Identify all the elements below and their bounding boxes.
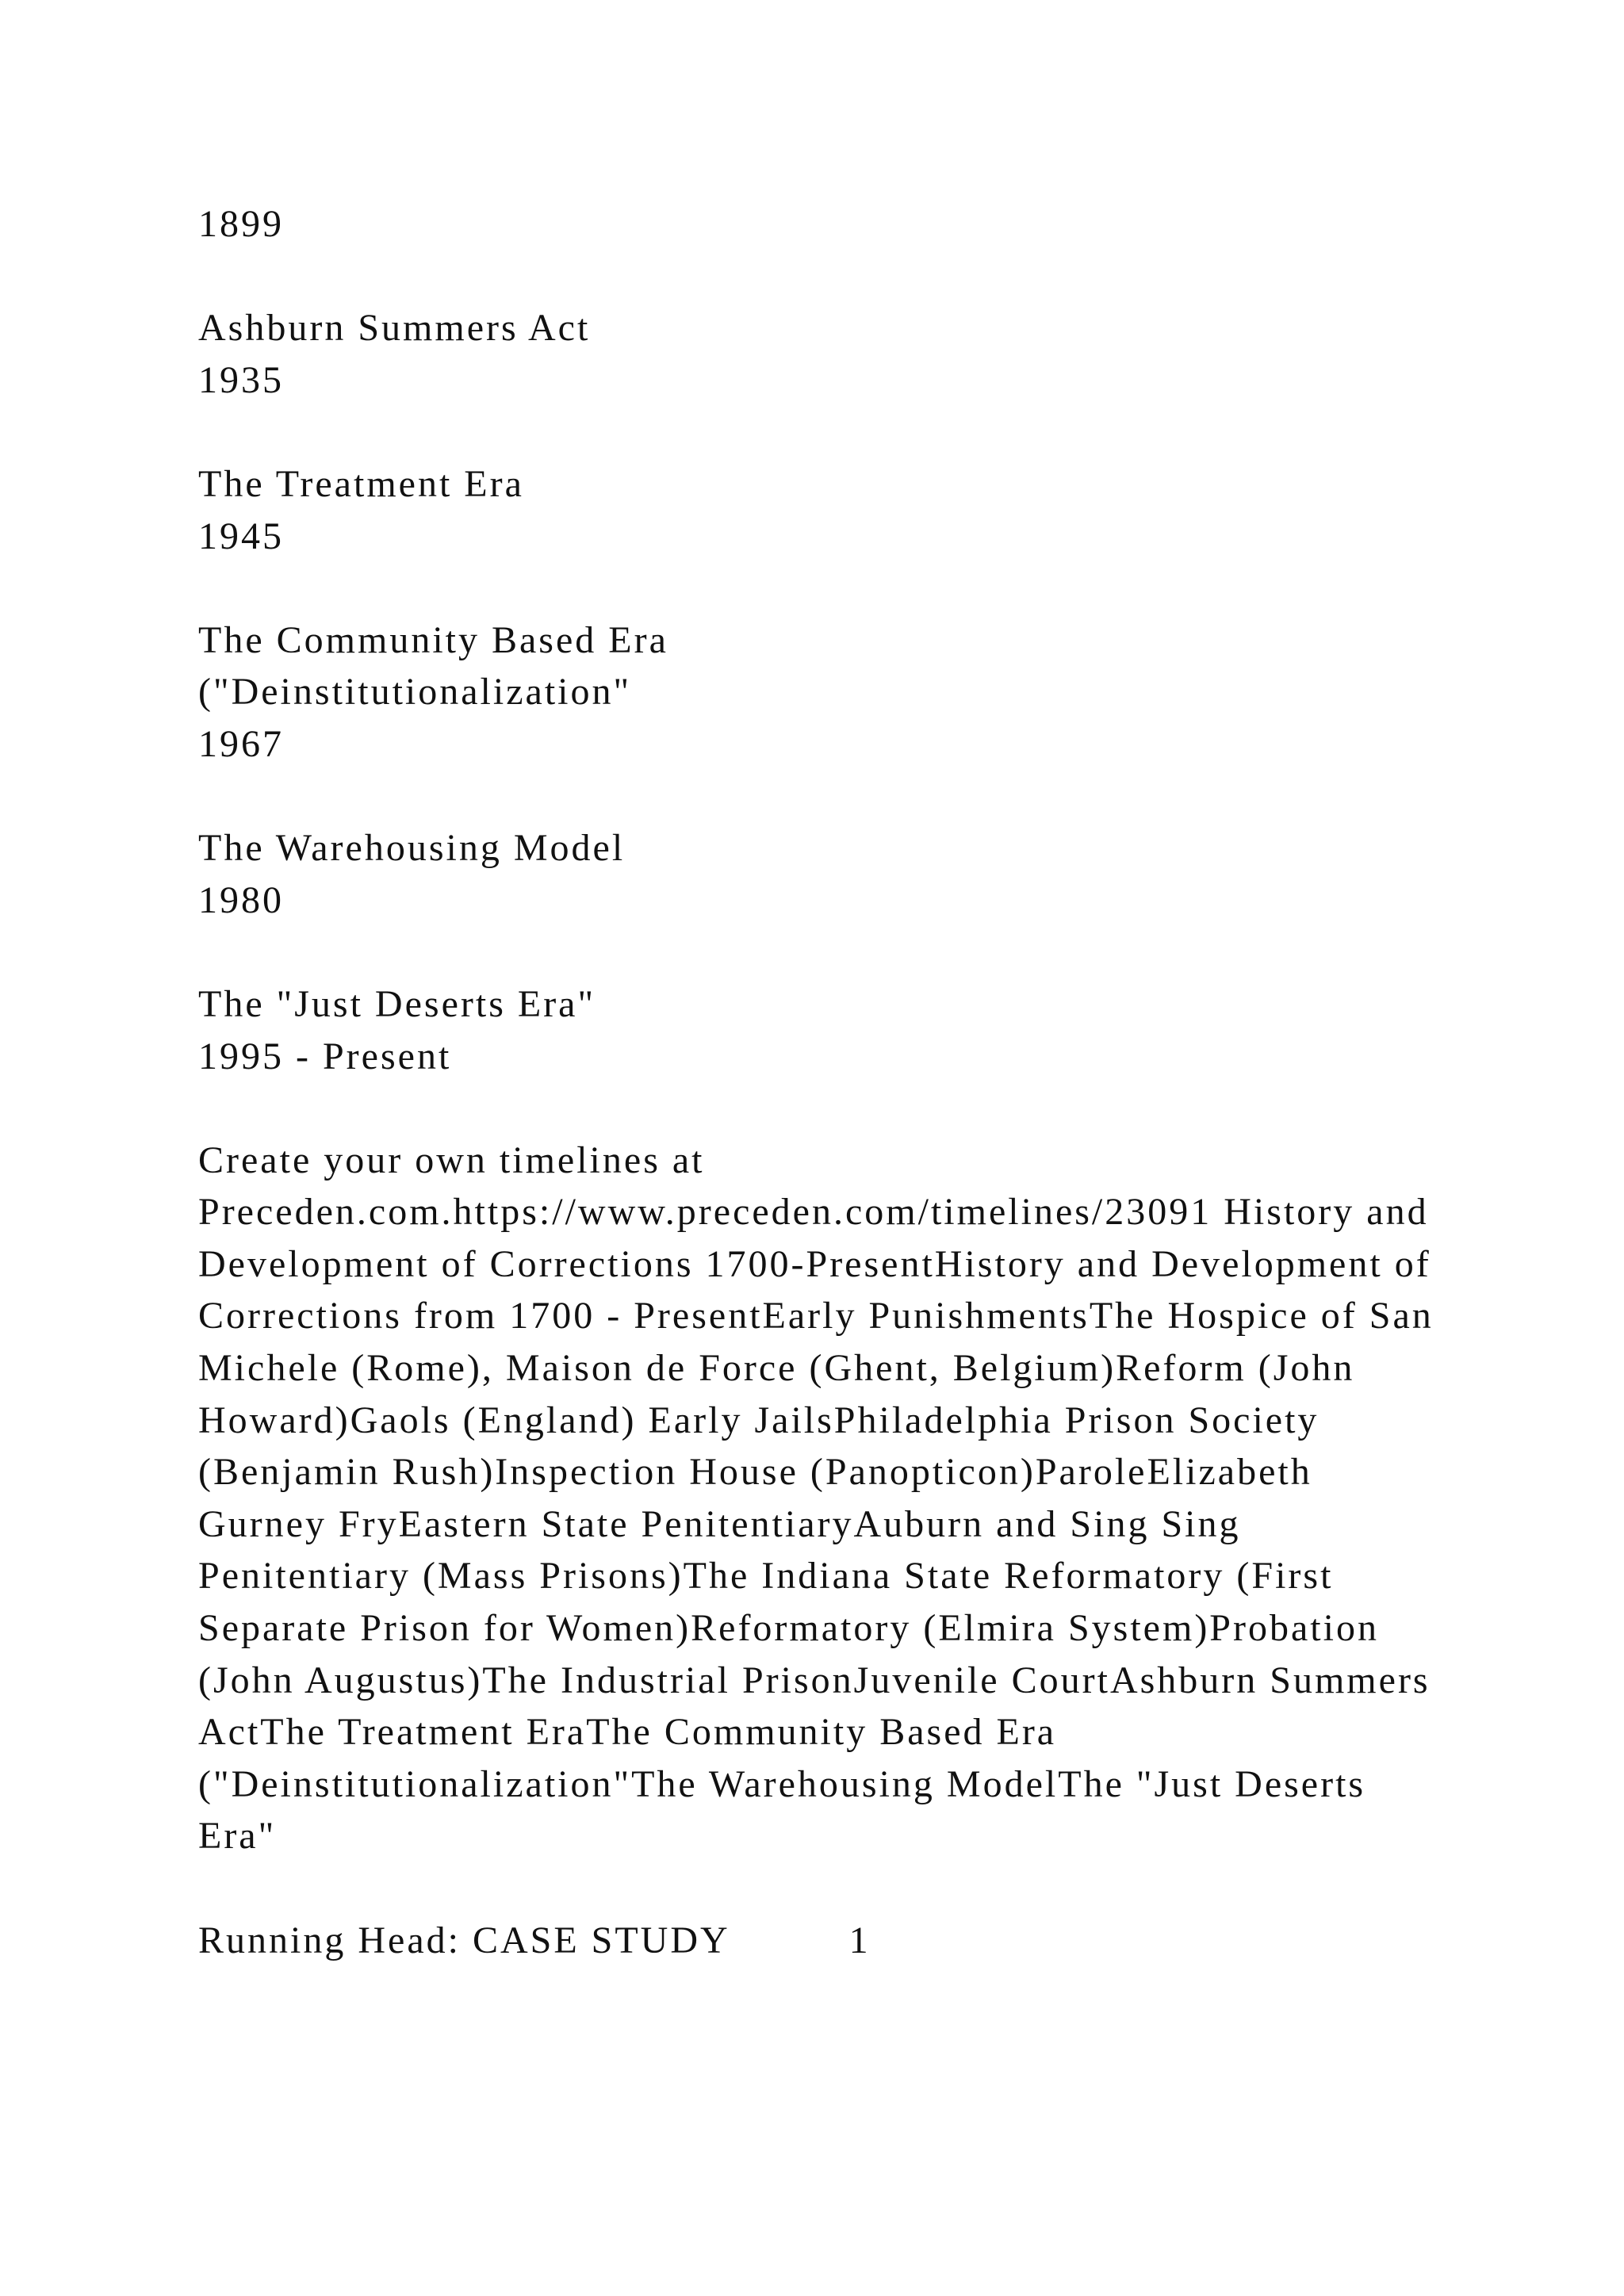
timeline-subtitle: ("Deinstitutionalization" <box>198 671 632 714</box>
spacer <box>198 1862 1467 1915</box>
preceden-paragraph: Preceden.com.https://www.preceden.com/timelines/23091 History and Development of Corrections 1700-PresentHistory and Development of Corrections from 1700 - PresentEarly PunishmentsThe Hospice of San Michele (Rome), Maison de Force (Ghent, Belgium)Reform (John Howard)Gaols (England) Early JailsPhiladelphia Prison Society (Benjamin Rush)Inspection House (Panopticon)ParoleElizabeth Gurney FryEastern State PenitentiaryAuburn and Sing Sing Penitentiary (Mass Prisons)The Indiana State Reformatory (First Separate Prison for Women)Reformatory (Elmira System)Probation (John Augustus)The Industrial PrisonJuvenile CourtAshburn Summers ActThe Treatment EraThe Community Based Era ("Deinstitutionalization"The Warehousing ModelThe "Just Deserts Era" <box>198 1191 1434 1858</box>
timeline-title: The Community Based Era <box>198 618 668 661</box>
spacer <box>198 771 1467 823</box>
preceden-intro: Create your own timelines at <box>198 1138 705 1181</box>
running-head <box>198 1915 1467 1967</box>
document-content <box>198 198 1467 1966</box>
timeline-year: 1935 <box>198 358 284 401</box>
timeline-year: 1899 <box>198 203 284 245</box>
timeline-title: The Warehousing Model <box>198 827 626 870</box>
timeline-title: Ashburn Summers Act <box>198 307 591 350</box>
timeline-year: 1967 <box>198 722 284 765</box>
timeline-title: The "Just Deserts Era" <box>198 982 596 1025</box>
timeline-title: The Treatment Era <box>198 462 524 505</box>
spacer <box>198 926 1467 978</box>
page-number: 1 <box>848 1919 871 1961</box>
spacer <box>198 562 1467 614</box>
spacer <box>198 251 1467 303</box>
timeline-year: 1980 <box>198 878 284 921</box>
timeline-year: 1995 - Present <box>198 1035 452 1077</box>
spacer <box>198 1082 1467 1135</box>
timeline-year: 1945 <box>198 515 284 557</box>
running-head-label: Running Head: CASE STUDY <box>198 1919 730 1961</box>
spacer <box>198 406 1467 458</box>
